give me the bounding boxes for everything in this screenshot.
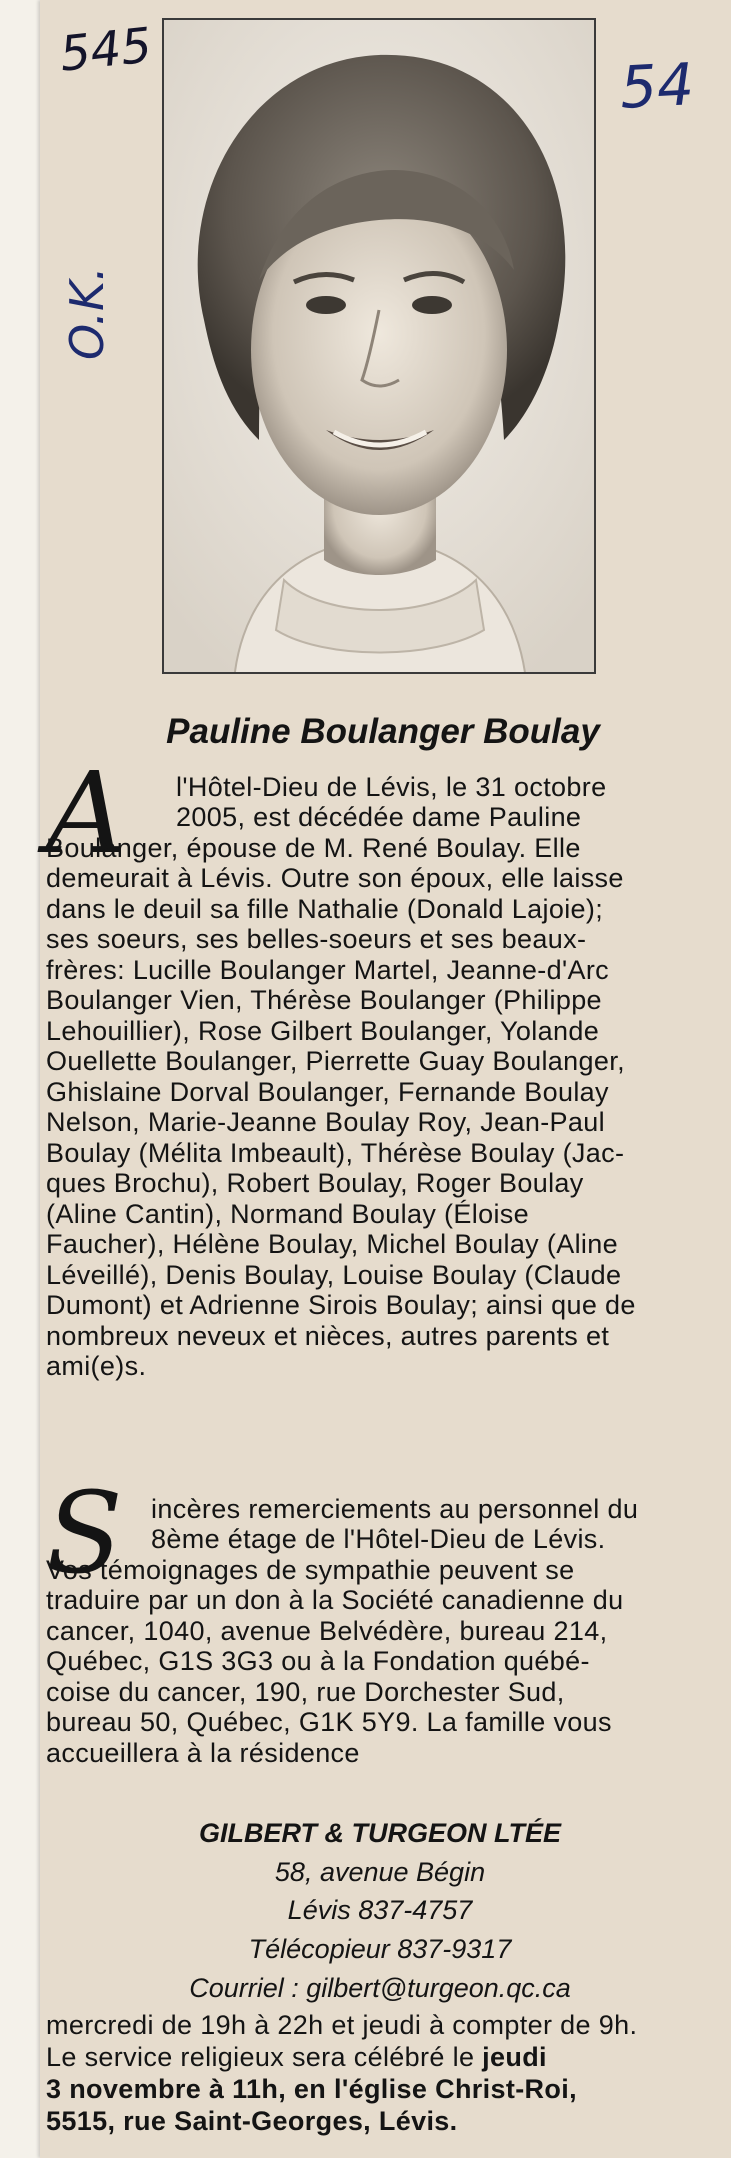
funeral-home-name: GILBERT & TURGEON LTÉE [198, 1818, 561, 1848]
deceased-name-heading: Pauline Boulanger Boulay [166, 712, 600, 751]
text-line: Nelson, Marie-Jeanne Boulay Roy, Jean-Paul [46, 1107, 605, 1137]
text-line: ques Brochu), Robert Boulay, Roger Boulay [46, 1168, 584, 1198]
text-line: nombreux neveux et nièces, autres parents et [46, 1321, 610, 1351]
text-line: coise du cancer, 190, rue Dorchester Sud, [46, 1677, 565, 1707]
text-line: Boulanger, épouse de M. René Boulay. Elle [46, 833, 581, 863]
text-line: Lehouillier), Rose Gilbert Boulanger, Yolande [46, 1016, 600, 1046]
dropcap-letter: S [46, 1469, 123, 1599]
text-line: bureau 50, Québec, G1K 5Y9. La famille vous [46, 1707, 612, 1737]
text-line: accueillera à la résidence [46, 1738, 360, 1768]
text-line: cancer, 1040, avenue Belvédère, bureau 214, [46, 1616, 608, 1646]
text-line: l'Hôtel-Dieu de Lévis, le 31 octobre [176, 772, 607, 802]
funeral-home-email: Courriel : gilbert@turgeon.qc.ca [189, 1973, 571, 2003]
text-line: 2005, est décédée dame Pauline [176, 802, 582, 832]
closing-line: 5515, rue Saint-Georges, Lévis. [46, 2106, 458, 2136]
text-line: 8ème étage de l'Hôtel-Dieu de Lévis. [151, 1524, 606, 1554]
portrait-image [164, 20, 594, 672]
dropcap-letter: A [46, 749, 127, 879]
text-line: dans le deuil sa fille Nathalie (Donald Lajoie); [46, 894, 604, 924]
text-line: Ouellette Boulanger, Pierrette Guay Boulanger, [46, 1046, 625, 1076]
text-line: Québec, G1S 3G3 ou à la Fondation québé- [46, 1646, 590, 1676]
text-line: Ghislaine Dorval Boulanger, Fernande Boulay [46, 1077, 609, 1107]
text-line: ses soeurs, ses belles-soeurs et ses beaux- [46, 924, 587, 954]
text-line: Faucher), Hélène Boulay, Michel Boulay (Aline [46, 1229, 619, 1259]
text-line: incères remerciements au personnel du [151, 1494, 639, 1524]
closing-bold-text: jeudi [482, 2042, 547, 2072]
closing-text: Le service religieux sera célébré le [46, 2042, 483, 2072]
text-line: Boulanger Vien, Thérèse Boulanger (Philippe [46, 985, 602, 1015]
text-line: ami(e)s. [46, 1351, 147, 1381]
text-line: frères: Lucille Boulanger Martel, Jeanne-d'Arc [46, 955, 610, 985]
text-line: Vos témoignages de sympathie peuvent se [46, 1555, 575, 1585]
closing-line: 3 novembre à 11h, en l'église Christ-Roi, [46, 2074, 577, 2104]
text-line: traduire par un don à la Société canadienne du [46, 1585, 624, 1615]
closing-line: mercredi de 19h à 22h et jeudi à compter de 9h. [46, 2010, 638, 2040]
text-line: Léveillé), Denis Boulay, Louise Boulay (Claude [46, 1260, 622, 1290]
handwritten-number-top-left: 545 [57, 17, 155, 83]
closing-line [46, 2042, 547, 2072]
funeral-home-phone: Lévis 837-4757 [287, 1895, 473, 1925]
text-line: demeurait à Lévis. Outre son époux, elle laisse [46, 863, 624, 893]
text-line: Dumont) et Adrienne Sirois Boulay; ainsi que de [46, 1290, 636, 1320]
handwritten-ok-mark: O.K. [60, 266, 114, 360]
text-line: (Aline Cantin), Normand Boulay (Éloise [46, 1199, 530, 1229]
funeral-home-address: 58, avenue Bégin [274, 1857, 486, 1887]
handwritten-number-top-right: 54 [618, 50, 696, 122]
portrait-photo [162, 18, 596, 674]
funeral-home-fax: Télécopieur 837-9317 [248, 1934, 512, 1964]
text-line: Boulay (Mélita Imbeault), Thérèse Boulay (Jac- [46, 1138, 625, 1168]
